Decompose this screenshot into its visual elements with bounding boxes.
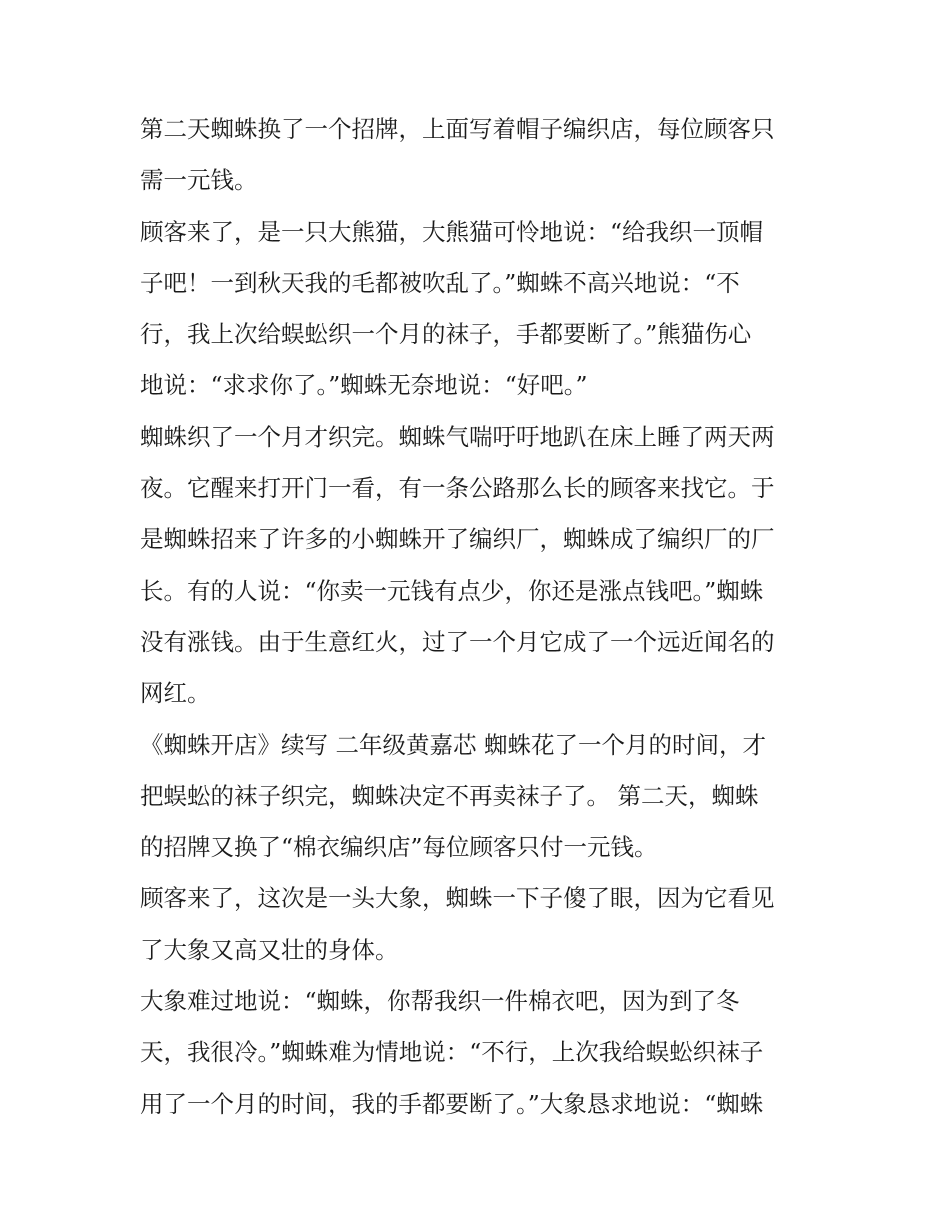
text-line: 需一元钱。 (140, 166, 258, 195)
text-line: 《蜘蛛开店》续写 二年级黄嘉芯 蜘蛛花了一个月的时间，才 (140, 730, 766, 759)
text-line: 长。有的人说：“你卖一元钱有点少，你还是涨点钱吧。”蜘蛛 (140, 576, 764, 605)
text-line: 子吧！一到秋天我的毛都被吹乱了。”蜘蛛不高兴地说：“不 (140, 268, 740, 297)
text-line: 的招牌又换了“棉衣编织店”每位顾客只付一元钱。 (140, 833, 658, 862)
text-line: 第二天蜘蛛换了一个招牌，上面写着帽子编织店，每位顾客只 (140, 115, 775, 143)
text-line: 顾客来了，这次是一头大象，蜘蛛一下子傻了眼，因为它看见 (140, 884, 775, 913)
text-line: 了大象又高又壮的身体。 (140, 935, 399, 964)
text-line: 是蜘蛛招来了许多的小蜘蛛开了编织厂，蜘蛛成了编织厂的厂 (140, 525, 775, 554)
text-line: 地说：“求求你了。”蜘蛛无奈地说：“好吧。” (140, 371, 588, 400)
text-line: 夜。它醒来打开门一看，有一条公路那么长的顾客来找它。于 (140, 474, 775, 503)
text-line: 大象难过地说：“蜘蛛，你帮我织一件棉衣吧，因为到了冬 (140, 987, 740, 1016)
text-line: 用了一个月的时间，我的手都要断了。”大象恳求地说：“蜘蛛 (140, 1089, 764, 1118)
text-line: 蜘蛛织了一个月才织完。蜘蛛气喘吁吁地趴在床上睡了两天两 (140, 422, 775, 451)
text-line: 顾客来了，是一只大熊猫，大熊猫可怜地说：“给我织一顶帽 (140, 217, 764, 246)
text-line: 没有涨钱。由于生意红火，过了一个月它成了一个远近闻名的 (140, 627, 775, 656)
story-text (140, 104, 820, 1130)
text-line: 把蜈蚣的袜子织完，蜘蛛决定不再卖袜子了。 第二天，蜘蛛 (140, 781, 759, 810)
text-line: 行，我上次给蜈蚣织一个月的袜子，手都要断了。”熊猫伤心 (140, 320, 752, 349)
text-line: 天，我很冷。”蜘蛛难为情地说：“不行，上次我给蜈蚣织袜子 (140, 1038, 764, 1067)
text-line: 网红。 (140, 679, 211, 708)
